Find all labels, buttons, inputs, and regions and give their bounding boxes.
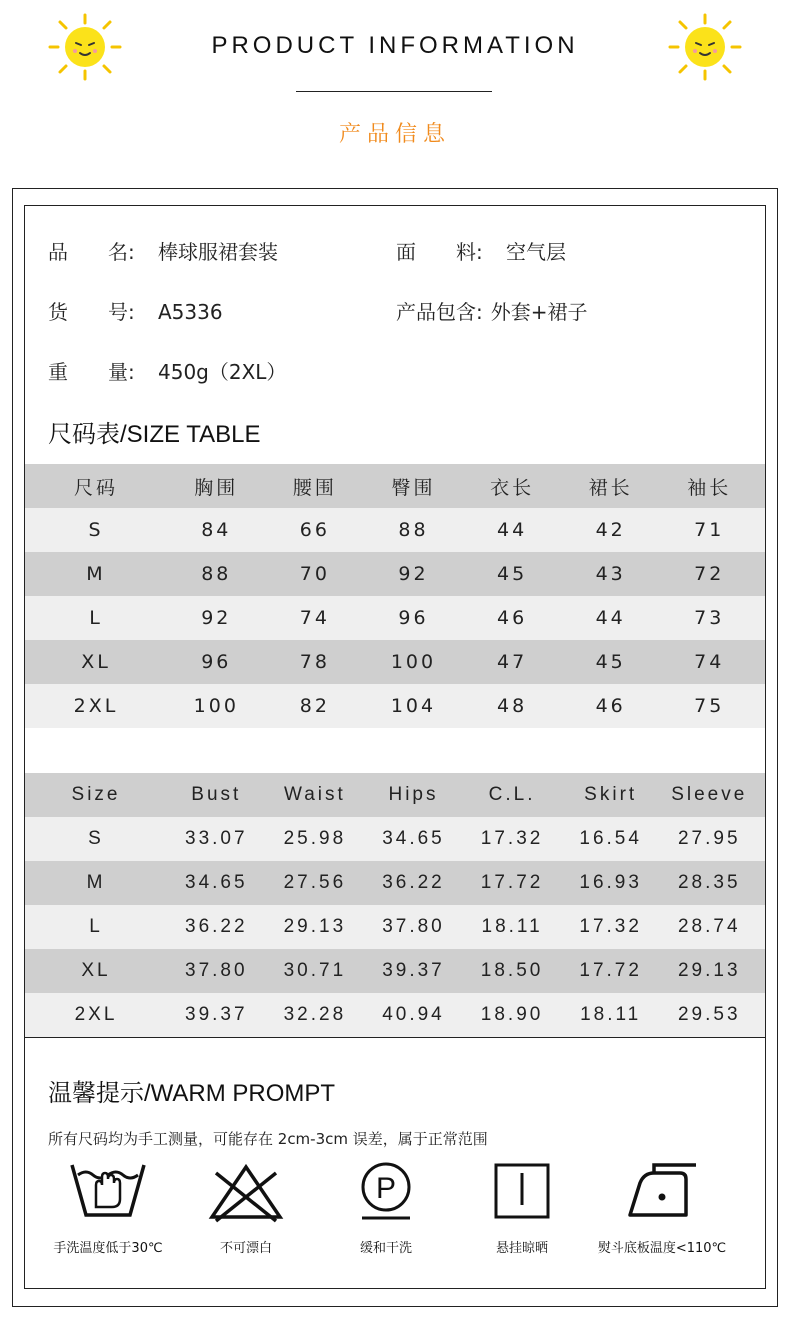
product-info-panel [24, 205, 766, 1289]
table-cell: 82 [299, 695, 330, 717]
measurement-note: 所有尺码均为手工测量，可能存在 2cm-3cm 误差，属于正常范围 [48, 1130, 488, 1148]
info-item-no-value: A5336 [158, 300, 223, 324]
table-cell: 18.11 [580, 1004, 642, 1025]
table-cell: 45 [496, 563, 528, 585]
table-cell: 88 [398, 519, 429, 541]
table-cell: 74 [299, 607, 330, 629]
page-title: PRODUCT INFORMATION [211, 32, 579, 59]
section-divider [25, 1037, 765, 1038]
table-cell: 2XL [73, 695, 119, 717]
table-cell: 16.93 [579, 872, 642, 893]
column-header: 胸围 [194, 476, 239, 499]
table-cell: 100 [193, 695, 239, 717]
table-cell: S [88, 519, 104, 541]
iron-icon [622, 1161, 702, 1223]
table-cell: 88 [201, 563, 232, 585]
table-row [25, 596, 765, 640]
info-item-no-label: 货 号: [48, 300, 135, 324]
table-row [25, 684, 765, 728]
table-cell: 75 [694, 695, 725, 717]
size-table-title: 尺码表/SIZE TABLE [48, 421, 261, 448]
table-cell: 39.37 [185, 1004, 248, 1025]
info-contents-label: 产品包含: [396, 300, 483, 324]
table-cell: 2XL [74, 1004, 118, 1025]
table-cell: 72 [694, 563, 725, 585]
info-weight-label: 重 量: [48, 360, 135, 384]
info-contents [396, 296, 588, 325]
care-hang-dry [452, 1161, 592, 1256]
column-header: Hips [388, 784, 439, 805]
table-row [25, 817, 765, 861]
column-header: Sleeve [671, 784, 748, 805]
table-cell: 36.22 [185, 916, 248, 937]
column-header: 袖长 [687, 476, 732, 499]
table-row [25, 552, 765, 596]
care-label: 熨斗底板温度<110℃ [597, 1241, 727, 1256]
table-cell: L [89, 607, 103, 629]
table-cell: 18.50 [480, 960, 544, 981]
table-row [25, 949, 765, 993]
table-cell: 29.13 [677, 960, 741, 981]
table-header [25, 773, 765, 817]
column-header: C.L. [488, 784, 536, 805]
table-cell: 17.32 [579, 916, 642, 937]
table-cell: 100 [390, 651, 437, 673]
table-cell: 28.74 [677, 916, 741, 937]
table-row [25, 905, 765, 949]
care-gentle-dry-clean [316, 1161, 456, 1256]
table-cell: 17.72 [480, 872, 544, 893]
table-cell: 66 [299, 519, 330, 541]
table-cell: 47 [496, 651, 528, 673]
column-header: Waist [283, 784, 346, 805]
info-fabric-value: 空气层 [506, 240, 566, 264]
table-cell: 96 [201, 651, 232, 673]
title-rule [296, 91, 492, 92]
hang-dry-icon [482, 1161, 562, 1223]
table-cell: 29.13 [283, 916, 347, 937]
table-cell: 37.80 [382, 916, 445, 937]
care-label: 不可漂白 [219, 1241, 272, 1256]
table-cell: 16.54 [579, 828, 642, 849]
table-row [25, 861, 765, 905]
table-cell: 40.94 [382, 1004, 445, 1025]
column-header: 裙长 [588, 476, 633, 499]
care-label: 悬挂晾晒 [495, 1241, 548, 1256]
care-hand-wash [38, 1161, 178, 1256]
svg-text:P: P [375, 1172, 397, 1205]
table-cell: M [86, 872, 106, 893]
table-cell: 32.28 [283, 1004, 347, 1025]
table-cell: 37.80 [185, 960, 248, 981]
table-cell: 44 [496, 519, 528, 541]
table-cell: 48 [496, 695, 528, 717]
info-name-value: 棒球服裙套装 [158, 240, 278, 264]
table-cell: 17.32 [480, 828, 544, 849]
table-cell: XL [81, 651, 111, 673]
info-contents-value: 外套+裙子 [490, 300, 588, 324]
care-label: 缓和干洗 [359, 1241, 412, 1256]
info-fabric [396, 236, 566, 265]
info-name [48, 236, 278, 265]
table-cell: 71 [694, 519, 725, 541]
table-cell: 25.98 [283, 828, 347, 849]
table-cell: 27.56 [283, 872, 347, 893]
column-header: 臀围 [391, 476, 436, 499]
table-cell: 43 [595, 563, 626, 585]
table-cell: 30.71 [283, 960, 347, 981]
table-cell: 33.07 [185, 828, 248, 849]
table-cell: 42 [595, 519, 626, 541]
gentle-dry-clean-icon [346, 1161, 426, 1223]
table-row [25, 993, 765, 1037]
info-name-label: 品 名: [48, 240, 135, 264]
table-cell: 45 [595, 651, 626, 673]
column-header: Bust [191, 784, 242, 805]
column-header: 衣长 [490, 476, 535, 499]
table-cell: 70 [299, 563, 330, 585]
table-cell: 84 [201, 519, 232, 541]
size-table-cm [25, 464, 765, 728]
table-header [25, 464, 765, 508]
table-cell: 27.95 [677, 828, 741, 849]
column-header: 尺码 [73, 476, 118, 499]
info-weight [48, 356, 286, 385]
table-cell: 34.65 [185, 872, 248, 893]
care-iron [592, 1161, 732, 1256]
table-cell: 17.72 [579, 960, 642, 981]
table-row [25, 508, 765, 552]
table-cell: M [86, 563, 106, 585]
table-cell: L [89, 916, 103, 937]
table-cell: 39.37 [382, 960, 445, 981]
care-no-bleach [176, 1161, 316, 1256]
table-cell: 28.35 [677, 872, 741, 893]
page-subtitle: 产品信息 [338, 122, 451, 147]
table-row [25, 640, 765, 684]
size-table-inch [25, 773, 765, 1037]
table-cell: 18.11 [481, 916, 543, 937]
hand-wash-icon [68, 1161, 148, 1223]
column-header: Skirt [584, 784, 638, 805]
info-item-no [48, 296, 223, 325]
table-cell: 73 [694, 607, 725, 629]
column-header: Size [71, 784, 121, 805]
table-cell: 18.90 [480, 1004, 544, 1025]
warm-prompt-title: 温馨提示/WARM PROMPT [48, 1080, 336, 1107]
table-cell: 92 [201, 607, 232, 629]
table-cell: 92 [398, 563, 429, 585]
table-cell: 46 [595, 695, 626, 717]
info-fabric-label: 面 料: [396, 240, 483, 264]
table-cell: 104 [390, 695, 437, 717]
care-label: 手洗温度低于30℃ [53, 1241, 163, 1256]
table-cell: 46 [496, 607, 528, 629]
table-cell: 78 [299, 651, 330, 673]
table-cell: 96 [398, 607, 429, 629]
table-cell: 36.22 [382, 872, 445, 893]
table-cell: XL [81, 960, 111, 981]
table-cell: 74 [694, 651, 725, 673]
info-weight-value: 450g（2XL） [158, 360, 287, 384]
column-header: 腰围 [292, 476, 337, 499]
table-cell: S [88, 828, 104, 849]
no-bleach-icon [206, 1161, 286, 1223]
table-cell: 34.65 [382, 828, 445, 849]
table-cell: 29.53 [677, 1004, 741, 1025]
table-cell: 44 [595, 607, 626, 629]
